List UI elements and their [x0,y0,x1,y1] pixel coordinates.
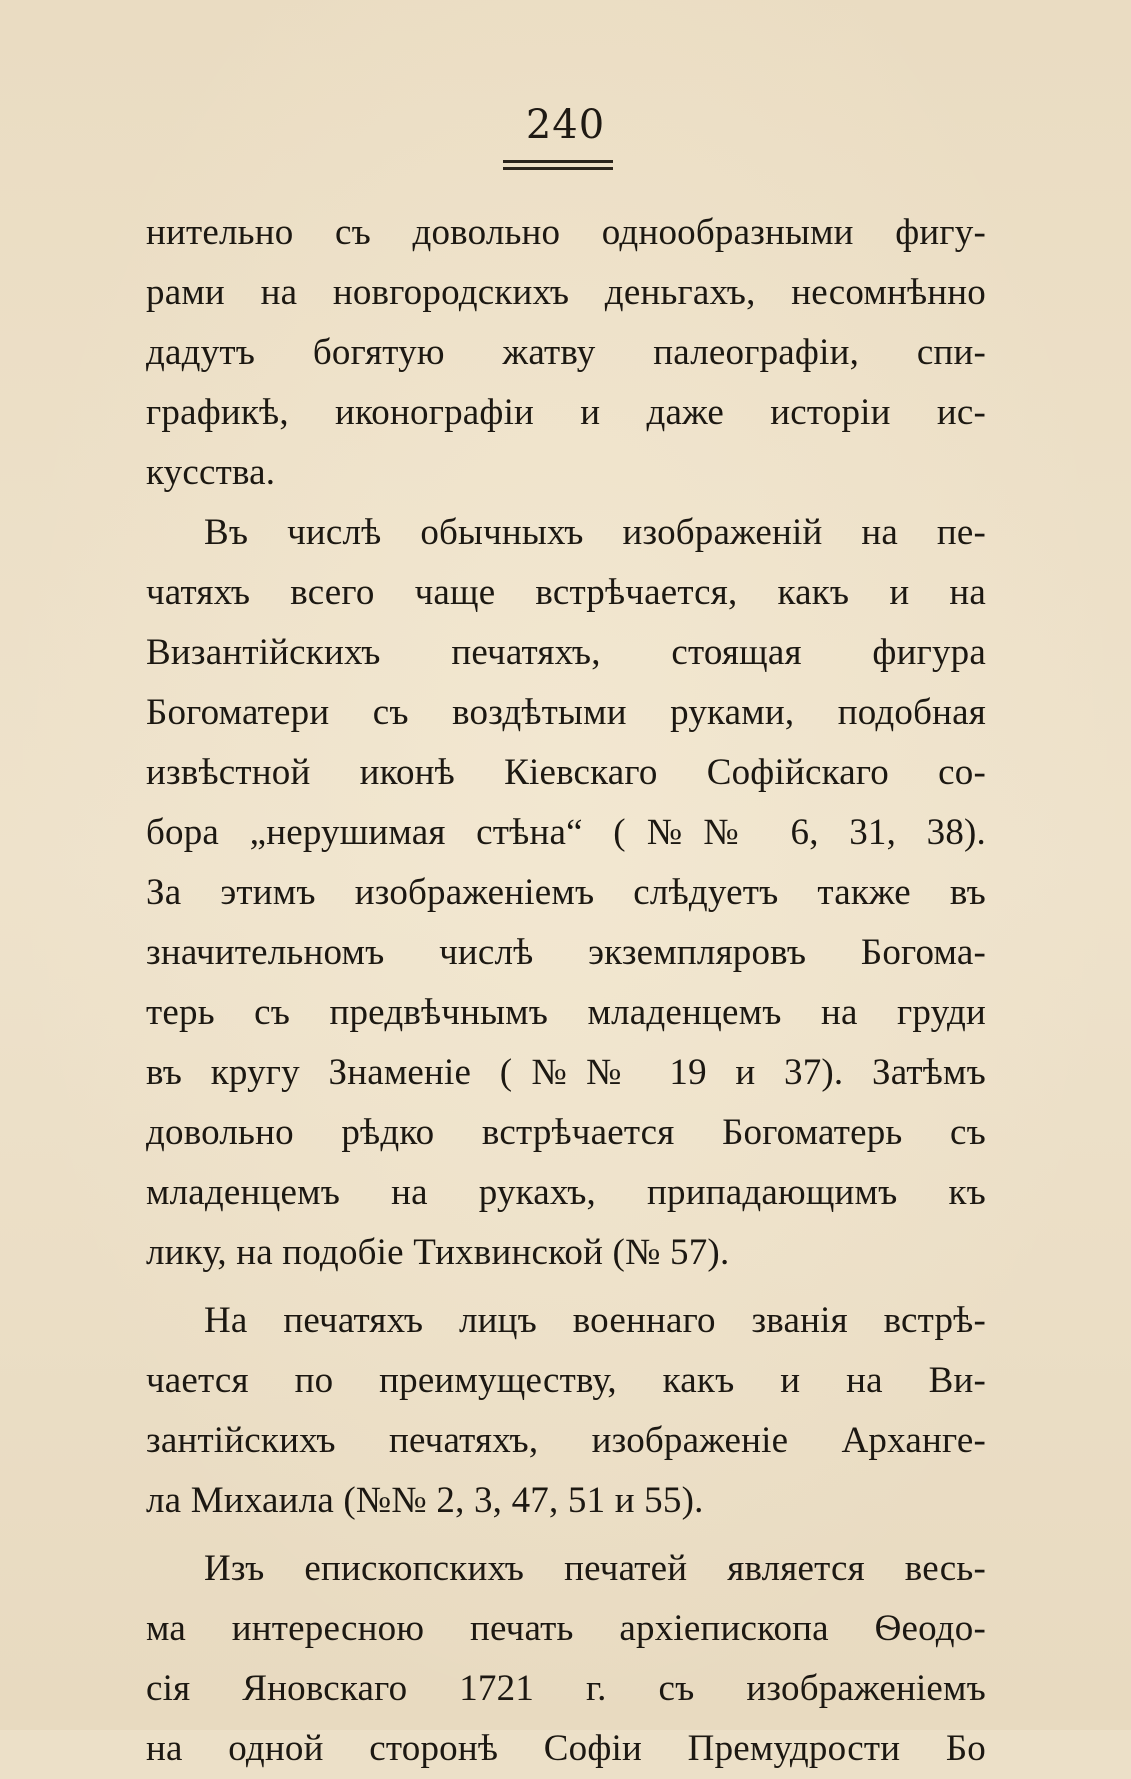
text-line: Византійскихъ печатяхъ, стоящая фигура [146,632,986,673]
text-line: На печатяхъ лицъ военнаго званія встрѣ- [204,1300,986,1341]
text-line: бора „нерушимая стѣна“ (№№ 6, 31, 38). [146,812,986,853]
text-line: нительно съ довольно однообразными фигу- [146,212,986,253]
text-line: Изъ епископскихъ печатей является весь- [204,1548,986,1589]
text-line: въ кругу Знаменіе (№№ 19 и 37). Затѣмъ [146,1052,986,1093]
text-line: довольно рѣдко встрѣчается Богоматерь съ [146,1112,986,1153]
text-line: на одной сторонѣ Софіи Премудрости Бо [146,1728,986,1769]
body-text [146,203,986,1779]
text-line: дадутъ богятую жатву палеографіи, спи- [146,332,986,373]
text-line: терь съ предвѣчнымъ младенцемъ на груди [146,992,986,1033]
text-line: графикѣ, иконографіи и даже исторіи ис- [146,392,986,433]
text-line: значительномъ числѣ экземпляровъ Богома- [146,932,986,973]
text-line: зантійскихъ печатяхъ, изображеніе Арханге- [146,1420,986,1461]
paragraph [146,1539,986,1779]
paragraph [146,503,986,1283]
header-rule-top [503,160,613,163]
header-rule-bottom [503,167,613,170]
text-line: чается по преимуществу, какъ и на Ви- [146,1360,986,1401]
text-line: кусства. [146,452,276,493]
page-number: 240 [525,102,606,148]
text-line: За этимъ изображеніемъ слѣдуетъ также въ [146,872,986,913]
text-line: Въ числѣ обычныхъ изображеній на пе- [204,512,986,553]
text-line: чатяхъ всего чаще встрѣчается, какъ и на [146,572,986,613]
text-line: младенцемъ на рукахъ, припадающимъ къ [146,1172,986,1213]
text-line: сія Яновскаго 1721 г. съ изображеніемъ [146,1668,986,1709]
text-line: ма интересною печать архіепископа Ѳеодо- [146,1608,986,1649]
text-line: лику, на подобіе Тихвинской (№ 57). [146,1232,730,1273]
text-line: извѣстной иконѣ Кіевскаго Софійскаго со- [146,752,986,793]
paragraph [146,203,986,503]
text-line: рами на новгородскихъ деньгахъ, несомнѣнно [146,272,986,313]
paragraph [146,1291,986,1531]
text-line: Богоматери съ воздѣтыми руками, подобная [146,692,986,733]
text-line: ла Михаила (№№ 2, 3, 47, 51 и 55). [146,1480,704,1521]
